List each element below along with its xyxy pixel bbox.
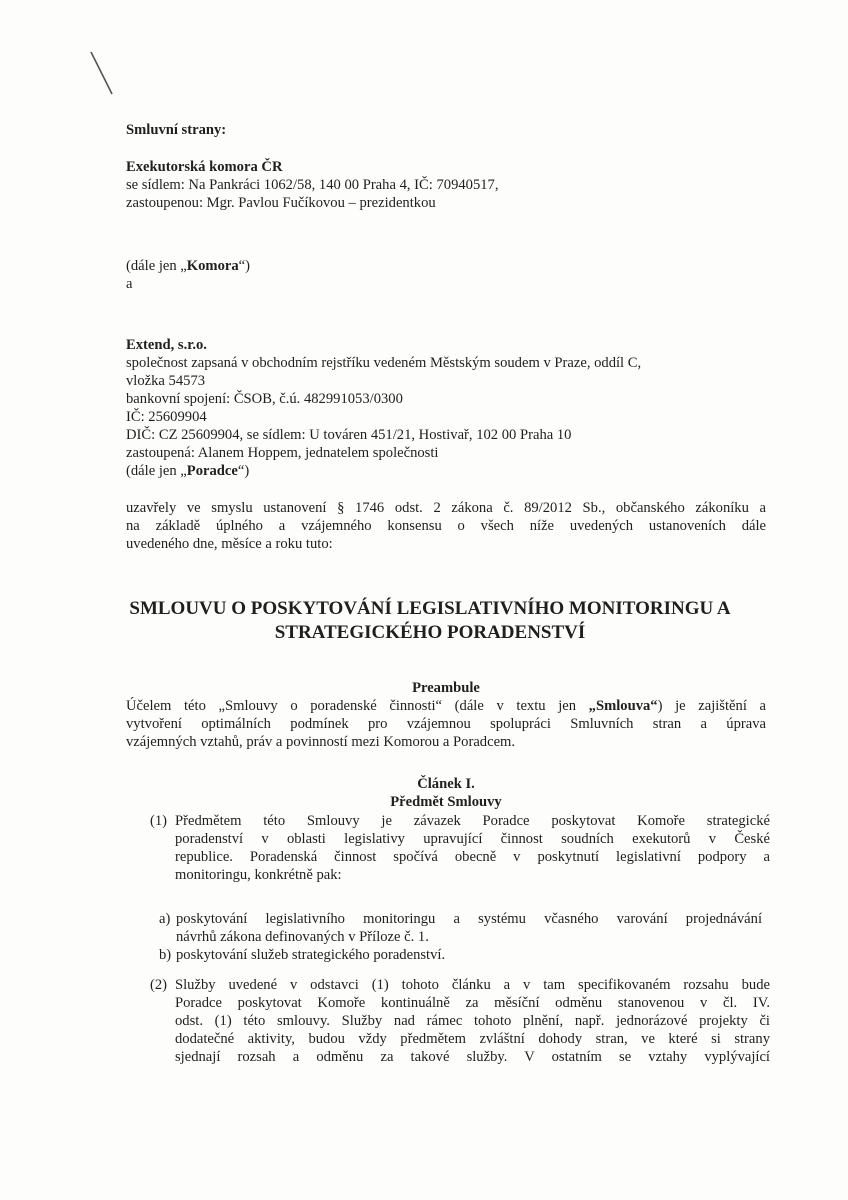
party-extend <box>126 336 766 480</box>
list-label: b) <box>159 947 172 963</box>
paragraph-number: (2) <box>150 977 168 993</box>
alias-poradce: Poradce <box>186 463 238 479</box>
preamble-text-a: Účelem této „Smlouvy o poradenské činnosti“ (dále v textu jen <box>126 698 589 714</box>
concluded-paragraph <box>126 499 766 553</box>
and-connector: a <box>126 276 133 292</box>
extend-registry-1: společnost zapsaná v obchodním rejstříku vedeném Městským soudem v Praze, oddíl C, <box>126 355 642 371</box>
party-komora <box>126 158 766 212</box>
paragraph-line: Předmětem této Smlouvy je závazek Poradce poskytovat Komoře strategické <box>175 813 770 829</box>
komora-alias <box>126 257 766 293</box>
article-subheading: Předmět Smlouvy <box>390 794 502 810</box>
alias-suffix: “) <box>238 258 251 274</box>
extend-ic: IČ: 25609904 <box>126 409 207 425</box>
preamble-smlouva: „Smlouva“ <box>588 698 658 714</box>
list-item-line: poskytování služeb strategického poradenství. <box>176 947 446 963</box>
extend-bank: bankovní spojení: ČSOB, č.ú. 482991053/0300 <box>126 391 403 407</box>
alias-prefix: (dále jen „ <box>126 463 187 479</box>
preamble-line: vzájemných vztahů, práv a povinností mezi Komorou a Poradcem. <box>126 734 516 750</box>
paragraph-1 <box>0 812 848 884</box>
preamble-heading: Preambule <box>412 680 480 696</box>
paragraph-line: odst. (1) této smlouvy. Služby nad rámec tohoto plnění, např. jednorázové projekty či <box>175 1013 770 1029</box>
list-item-a <box>0 910 848 946</box>
preamble-text <box>126 697 766 751</box>
parties-heading: Smluvní strany: <box>126 122 227 138</box>
preamble-text-c: ) je zajištění a <box>657 698 766 714</box>
paragraph-2 <box>0 976 848 1066</box>
paragraph-line: sjednají rozsah a odměnu za takové služby. V ostatním se vztahy vyplývající <box>175 1049 770 1065</box>
concluded-line: uvedeného dne, měsíce a roku tuto: <box>126 536 333 552</box>
concluded-line: uzavřely ve smyslu ustanovení § 1746 odst. 2 zákona č. 89/2012 Sb., občanského zákoníku a <box>126 500 766 516</box>
list-item-b <box>0 946 848 964</box>
paragraph-1-text <box>175 812 770 884</box>
extend-registry-2: vložka 54573 <box>126 373 206 389</box>
paragraph-line: dodatečné aktivity, budou vždy předmětem zvláštní dohody stran, ve které si strany <box>175 1031 770 1047</box>
extend-dic: DIČ: CZ 25609904, se sídlem: U továren 451/21, Hostivař, 102 00 Praha 10 <box>126 427 572 443</box>
preamble-line: vytvoření optimálních podmínek pro vzájemnou spolupráci Smluvních stran a úprava <box>126 716 766 732</box>
list-item-line: poskytování legislativního monitoringu a systému včasného varování projednávání <box>176 911 762 927</box>
alias-prefix: (dále jen „ <box>126 258 187 274</box>
list-label: a) <box>159 911 171 927</box>
paragraph-line: Služby uvedené v odstavci (1) tohoto článku a v tam specifikovaném rozsahu bude <box>175 977 770 993</box>
list-item-line: návrhů zákona definovaných v Příloze č. 1. <box>176 929 429 945</box>
komora-representative: zastoupenou: Mgr. Pavlou Fučíkovou – prezidentkou <box>126 195 436 211</box>
paragraph-number: (1) <box>150 813 168 829</box>
komora-address: se sídlem: Na Pankráci 1062/58, 140 00 Praha 4, IČ: 70940517, <box>126 177 499 193</box>
extend-name: Extend, s.r.o. <box>126 337 207 353</box>
paragraph-line: Poradce poskytovat Komoře kontinuálně za měsíční odměnu stanovenou v čl. IV. <box>175 995 770 1011</box>
contract-title <box>110 597 750 645</box>
pen-stroke-mark <box>88 50 118 100</box>
alias-komora: Komora <box>186 258 239 274</box>
contract-title-line: SMLOUVU O POSKYTOVÁNÍ LEGISLATIVNÍHO MONITORINGU A <box>129 598 731 619</box>
article-heading: Článek I. <box>417 776 475 792</box>
alias-suffix: “) <box>237 463 250 479</box>
paragraph-line: monitoringu, konkrétně pak: <box>175 867 342 883</box>
paragraph-2-text <box>175 976 770 1066</box>
concluded-line: na základě úplného a vzájemného konsensu o všech níže uvedených ustanoveních dále <box>126 518 766 534</box>
contract-title-line: STRATEGICKÉHO PORADENSTVÍ <box>274 622 586 643</box>
paragraph-line: republice. Poradenská činnost spočívá obecně v poskytnutí legislativní podpory a <box>175 849 770 865</box>
paragraph-line: poradenství v oblasti legislativy upravující činnost soudních exekutorů v České <box>175 831 770 847</box>
extend-representative: zastoupená: Alanem Hoppem, jednatelem společnosti <box>126 445 439 461</box>
komora-name: Exekutorská komora ČR <box>126 159 283 175</box>
